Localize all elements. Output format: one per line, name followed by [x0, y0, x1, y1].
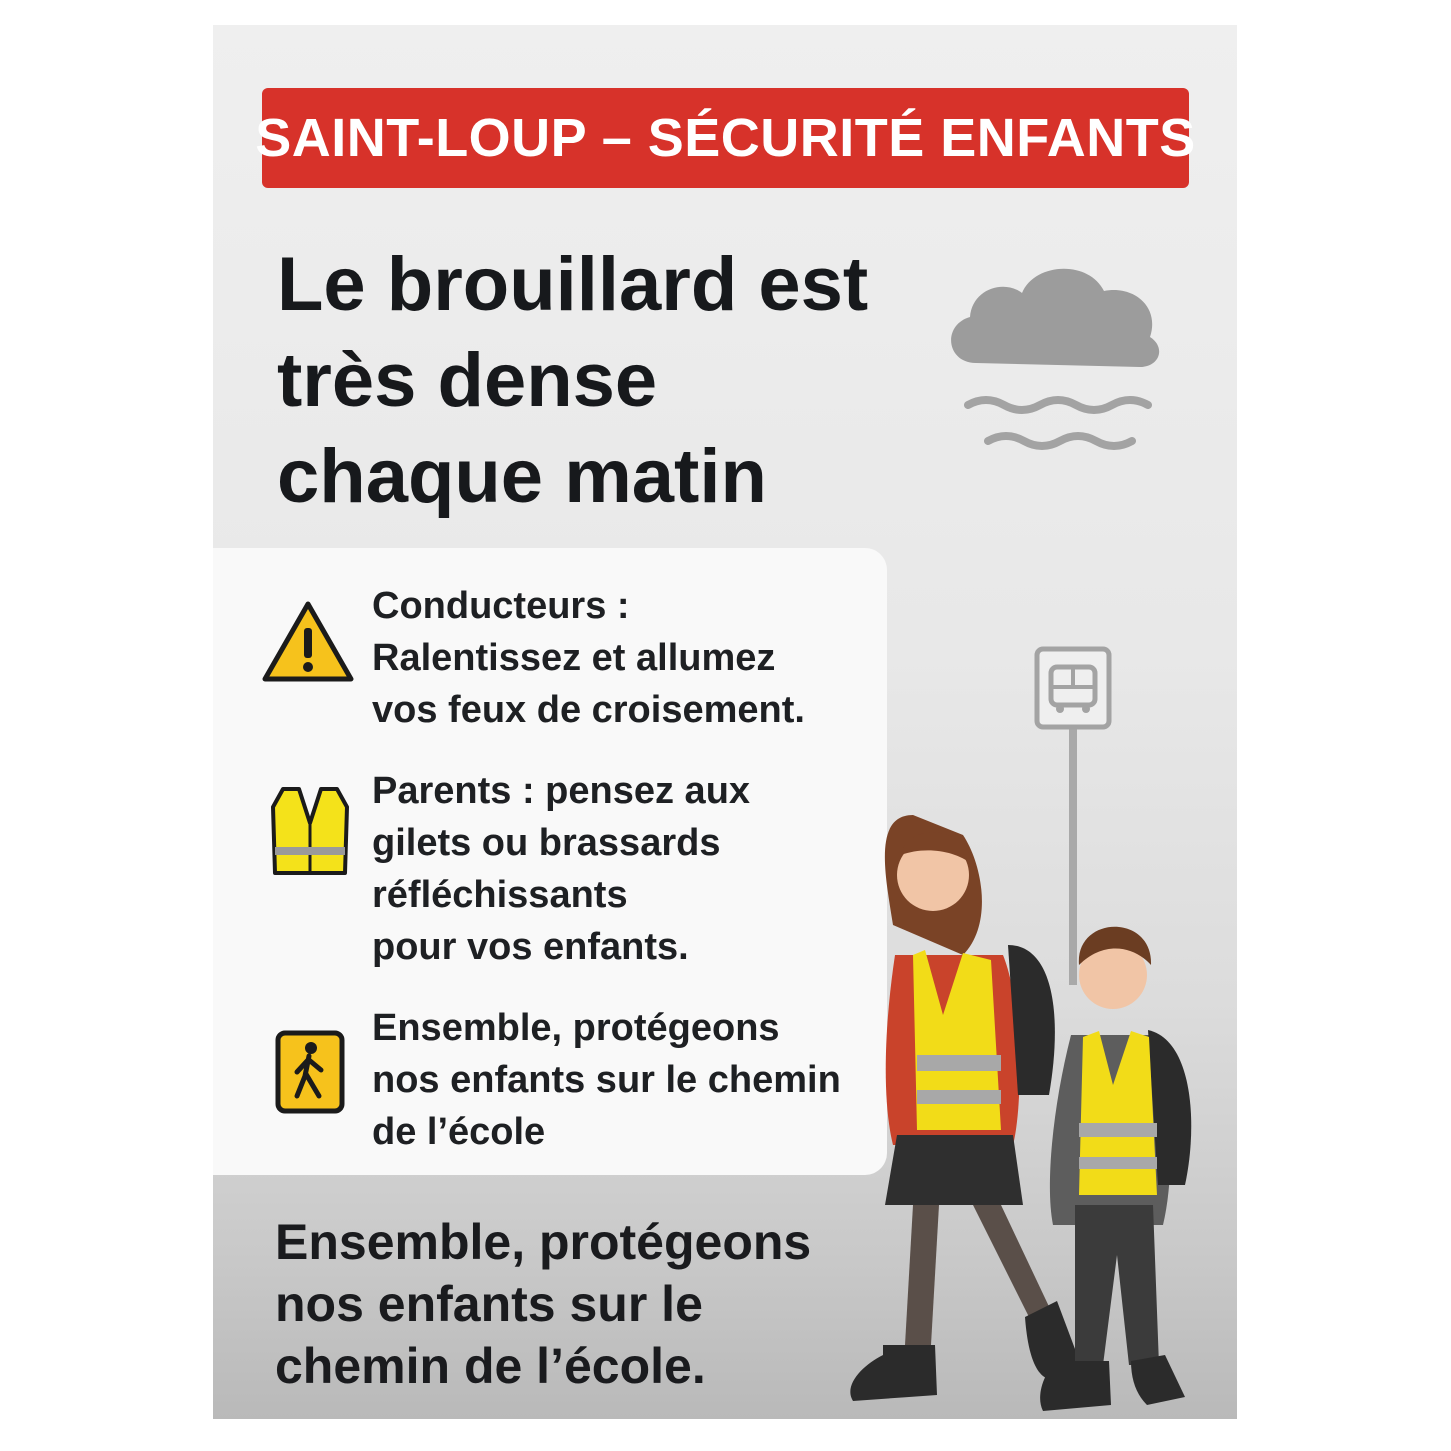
closing-line: chemin de l’école. — [275, 1338, 706, 1394]
closing-message — [275, 1211, 895, 1397]
advice-card — [213, 548, 887, 1175]
tip-together-text — [372, 1002, 882, 1158]
fog-safety-poster — [213, 25, 1237, 1419]
tip-drivers-text — [372, 580, 882, 736]
fog-cloud-icon — [938, 245, 1168, 470]
pedestrian-sign-icon — [275, 1030, 345, 1114]
tip-line: réfléchissants — [372, 874, 628, 916]
tip-line: pour vos enfants. — [372, 926, 689, 968]
tip-parents-text — [372, 765, 882, 973]
headline — [277, 237, 977, 525]
tip-line: gilets ou brassards — [372, 822, 721, 864]
headline-line: très dense — [277, 338, 658, 423]
tip-line: Parents : pensez aux — [372, 770, 751, 812]
tip-line: vos feux de croisement. — [372, 689, 805, 731]
tip-line: Ralentissez et allumez — [372, 637, 776, 679]
headline-line: chaque matin — [277, 434, 767, 519]
headline-line: Le brouillard est — [277, 242, 869, 327]
closing-line: nos enfants sur le — [275, 1276, 703, 1332]
title-banner: SAINT-LOUP – SÉCURITÉ ENFANTS — [262, 88, 1189, 188]
tip-line: Ensemble, protégeons — [372, 1007, 780, 1049]
safety-vest-icon — [269, 785, 351, 877]
tip-line: de l’école — [372, 1111, 546, 1153]
warning-triangle-icon — [261, 600, 355, 684]
closing-line: Ensemble, protégeons — [275, 1214, 812, 1270]
tip-line: nos enfants sur le chemin — [372, 1059, 841, 1101]
tip-line: Conducteurs : — [372, 585, 630, 627]
